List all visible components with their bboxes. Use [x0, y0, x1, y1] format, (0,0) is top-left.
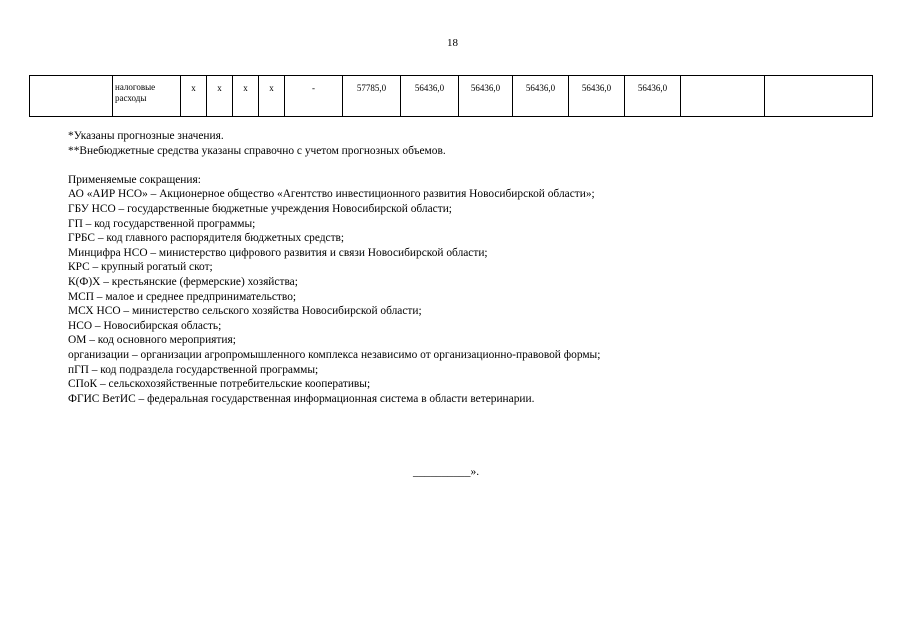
table-cell: x: [181, 76, 207, 117]
budget-table: [29, 75, 873, 117]
table-cell: 56436,0: [401, 76, 459, 117]
table-cell-label: налоговые расходы: [113, 76, 181, 117]
abbreviations-heading: Применяемые сокращения:: [68, 173, 201, 186]
spacer: [68, 158, 600, 173]
table-cell: -: [285, 76, 343, 117]
table-cell: 56436,0: [569, 76, 625, 117]
abbreviation-item: К(Ф)Х – крестьянские (фермерские) хозяйства;: [68, 275, 298, 288]
abbreviation-item: МСХ НСО – министерство сельского хозяйства Новосибирской области;: [68, 305, 422, 318]
abbreviation-item: организации – организации агропромышленного комплекса независимо от организационно-правовой формы;: [68, 348, 601, 361]
notes-block: [68, 129, 600, 406]
closing-mark: __________».: [413, 466, 480, 478]
table-row: [30, 76, 873, 117]
abbreviation-item: Минцифра НСО – министерство цифрового развития и связи Новосибирской области;: [68, 246, 488, 259]
abbreviation-item: ФГИС ВетИС – федеральная государственная информационная система в области ветеринарии.: [68, 392, 535, 405]
page-number: 18: [447, 37, 458, 49]
table-cell: x: [233, 76, 259, 117]
abbreviation-item: КРС – крупный рогатый скот;: [68, 261, 213, 274]
abbreviation-item: пГП – код подраздела государственной программы;: [68, 363, 319, 376]
abbreviation-item: СПоК – сельскохозяйственные потребительские кооперативы;: [68, 378, 371, 391]
table-cell: x: [207, 76, 233, 117]
abbreviation-item: АО «АИР НСО» – Акционерное общество «Агентство инвестиционного развития Новосибирской области»;: [68, 188, 595, 201]
table-cell: 56436,0: [625, 76, 681, 117]
abbreviation-item: ОМ – код основного мероприятия;: [68, 334, 236, 347]
abbreviation-item: МСП – малое и среднее предпринимательство;: [68, 290, 297, 303]
table-cell: 57785,0: [343, 76, 401, 117]
footnote: **Внебюджетные средства указаны справочно с учетом прогнозных объемов.: [68, 144, 446, 157]
table-cell: 56436,0: [513, 76, 569, 117]
table-cell-empty: [30, 76, 113, 117]
table-cell: [765, 76, 873, 117]
table-cell: 56436,0: [459, 76, 513, 117]
abbreviation-item: ГБУ НСО – государственные бюджетные учреждения Новосибирской области;: [68, 202, 452, 215]
table-cell: [681, 76, 765, 117]
abbreviation-item: ГП – код государственной программы;: [68, 217, 256, 230]
abbreviation-item: НСО – Новосибирская область;: [68, 319, 222, 332]
abbreviation-item: ГРБС – код главного распорядителя бюджетных средств;: [68, 232, 345, 245]
table-cell: x: [259, 76, 285, 117]
footnote: *Указаны прогнозные значения.: [68, 130, 224, 142]
